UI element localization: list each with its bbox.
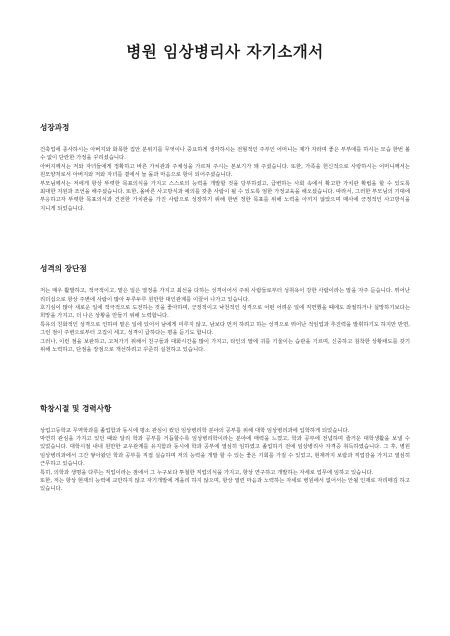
paragraph: 그러나, 이런 점을 보완하고, 고쳐가기 위해서 친구들과 대화시간을 많이 가지고, 타인의 말에 귀를 기울이는 습관을 기르며, 신중하고 침착한 상황태도를 갖기 위해 노력하고, 단점을 장점으로 개선하려고 꾸준히 실천하고 있습니다. (40, 338, 410, 354)
paragraph: 막연히 관심을 가지고 있던 때와 달리 학과 공부를 거듭할수록 임상병리학이라는 분야에 매력을 느꼈고, 학과 공부에 전념하며 즐거운 대학생활을 보낼 수 있었습니다. 대학시절 내내 원만한 교우관계를 유지함과 동시에 학과 공부에 열심히 임하였고 졸업하기 전에 임상병리사 자격증 취득하였습니다. 그 후, 병원 임상병리과에서 그간 쌓아왔던 학과 공부를 직접 실습하며 저의 능력을 개발 할 수 있는 좋은 기회를 가질 수 있었고, 현재까지 보람과 직업감을 가지고 열심히 근무하고 있습니다. (40, 435, 411, 468)
paragraph: 저는 매우 활발하고, 적극적이고, 맡은 일은 열정을 가지고 최선을 다하는 성격이어서 주위 사람들로부터 성취욕이 강한 사람이라는 말을 자주 듣습니다. 뛰어난 리더십으로 항상 주변에 사람이 많아 두루두루 원만한 대인관계를 이끌어 나가고 있습니다. (40, 288, 410, 303)
section-heading: 성격의 장단점 (40, 264, 87, 274)
paragraph: 건축업에 종사하시는 아버지와 화목한 집안 분위기를 무엇이나 중요하게 생각하시는 전형적인 주부인 어머니는 제가 자라며 좋은 부부애를 하시는 모습 한번 볼 수 없이 단란한 가정을 꾸리셨습니다. (40, 147, 410, 162)
section-personality (40, 263, 410, 354)
section-growth (40, 122, 410, 213)
paragraph: 부모님께서는 저에게 항상 뚜렷한 목표의식을 가지고 스스로의 능력을 개발할 것을 당부하셨고, 급변하는 사회 속에서 확고한 가치관 확립을 할 수 있도록 최대한 지원과 조언을 해주셨습니다. 또한, 올바른 사고방식과 예의를 갖춘 사람이 될 수 있도록 엄한 가정교육을 해오셨습니다. 따라서, 그러한 부모님의 기대에 부응하고자 뚜렷한 목표의식과 건전한 가치관을 가진 사람으로 성장하기 위해 한번 정한 목표를 위해 노력을 아끼지 않았으며 매사에 긍정적인 사고방식을 지니게 되었습니다. (40, 180, 411, 212)
paragraph: 호기심이 많아 새로운 일에 적극적으로 도전하는 것을 좋아하며, 긍정적이고 낙천적인 성격으로 어떤 어려운 일에 직면했을 때에도 좌절하거나 실망하기보다는 희망을 가지고, 더 나은 상황을 만들기 위해 노력합니다. (40, 305, 410, 320)
paragraph: 또한, 저는 항상 현재의 능력에 교만하지 않고 자기개발에 게을리 하지 않으며, 항상 열린 마음과 노력하는 자세로 병원에서 없어서는 안될 인재로 자리매김 하고 있습니다. (40, 477, 410, 493)
section-heading: 학창시절 및 경력사항 (40, 403, 112, 413)
section-heading: 성장과정 (40, 123, 70, 132)
paragraph: 아버지께서는 저와 자녀들에게 정확하고 바른 가치관과 주체성을 가르쳐 주시는 본보기가 돼 주셨습니다. 또한, 가족을 헌신적으로 사랑하시는 어머니께서는 원모양처로서 아버지와 저와 자녀를 곁에서 늘 돌과 마음으로 항이 되어주셨습니다. (40, 163, 410, 179)
paragraph: 특히, 의학과 생명을 다루는 직업이라는 점에서 그 누구보다 투철한 직업의식을 가지고, 항상 연구하고 개발하는 자세로 업무에 임하고 있습니다. (40, 469, 374, 476)
paragraph: 특유의 친화적인 성격으로 인하여 맡은 일에 있어서 남에게 미루지 않고, 남보다 먼저 하려고 하는 성격으로 뛰어난 적임업과 추진력을 발휘하기도 하지만 반면, 그런 점이 주변으로부터 고집이 세고, 성격이 급하다는 평을 듣기도 합니다. (40, 321, 410, 337)
paragraph: 상업고등학교 무역학과를 졸업함과 동시에 평소 관심이 컸던 임상병리학 분야의 공부를 위해 대학 임상병리과에 입학하게 되었습니다. (40, 427, 350, 434)
document-title: 병원 임상병리사 자기소개서 (126, 43, 324, 61)
section-education-career (40, 403, 410, 494)
